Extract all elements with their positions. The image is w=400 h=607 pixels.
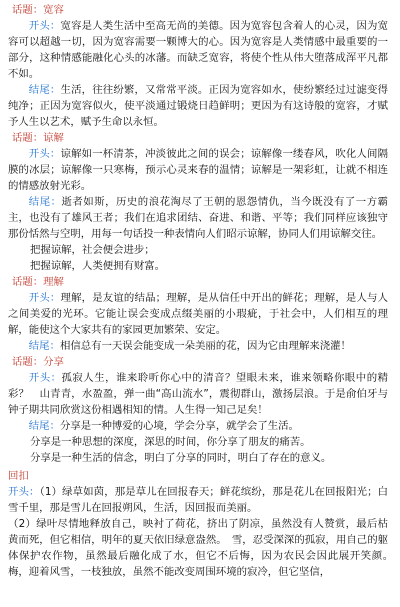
closing-line: 把握谅解，社会便会进步；	[30, 244, 155, 256]
paragraph	[8, 82, 388, 130]
label-kaitou: 开头：	[8, 486, 40, 498]
paragraph-text: 谅解如一杯清茶，冲淡彼此之间的误会；谅解像一缕春风，吹化人间隔膜的冰层；谅解像一只寒梅，预示心灵来春的温情；谅解是一架彩虹，让就不相连的情感放射光彩。	[8, 148, 389, 192]
paragraph	[8, 484, 388, 516]
topic-heading: 话题：理解	[12, 276, 64, 288]
paragraph	[8, 418, 388, 434]
paragraph-text: （1）绿草如茵，那是草儿在回报春天；鲜花缤纷，那是花儿在回报阳光；白雪千里，那是雪儿在回报朔风，生活，因回报而美丽。	[8, 486, 388, 514]
paragraph-text: 相信总有一天误会能变成一朵美丽的花，因为它由理解来浇灌！	[59, 340, 351, 352]
closing-line: 分享是一种生活的信念，明白了分享的同时，明白了存在的意义。	[30, 452, 332, 464]
label-jiewei: 结尾：	[28, 84, 61, 96]
paragraph	[8, 338, 388, 354]
topic-heading: 话题：分享	[12, 356, 64, 368]
paragraph-text: 理解，是友谊的结晶；理解，是从信任中开出的鲜花；理解，是人与人之间美爱的光环。它能让误会变成点缀美丽的小瑕疵，于社会中，人们相互的理解，能使这个大家共有的家园更加繁荣、安定。	[8, 292, 389, 336]
paragraph	[8, 516, 399, 580]
label-jiewei: 结尾：	[28, 420, 60, 432]
label-kaitou: 开头：	[28, 20, 61, 32]
paragraph	[8, 146, 388, 194]
paragraph-text: 分享是一种博爱的心境，学会分享，就学会了生活。	[59, 420, 299, 432]
topic-heading: 话题：宽容	[12, 4, 64, 16]
closing-line: 分享是一种思想的深度，深思的时间，你分享了朋友的痛苦。	[30, 436, 311, 448]
paragraph-text: 生活，往往纷繁，又常常平淡。正因为宽容如水，使纷繁经过过滤变得纯净；正因为宽容似火，使平淡通过锻烧日趋鲜明；更因为有这诗般的宽容，才赋予人生以艺术，赋予生命以永恒。	[8, 84, 389, 128]
closing-line: 把握谅解，人类便拥有财富。	[30, 260, 166, 272]
label-kaitou: 开头：	[28, 372, 62, 384]
label-jiewei: 结尾：	[28, 340, 60, 352]
paragraph	[8, 370, 388, 418]
label-kaitou: 开头：	[28, 148, 61, 160]
label-jiewei: 结尾：	[28, 196, 62, 208]
paragraph	[8, 18, 388, 82]
label-kaitou: 开头：	[28, 292, 61, 304]
paragraph-text: 孤寂人生，谁来聆听你心中的清音？望眼未来，谁来领略你眼中的精彩？ 山青青，水盈盈，弹一曲“高山流水”，震彻群山，激扬层浪。于是俞伯牙与钟子期共同欣赏这份相遇相知的情。人生得一知己足矣！	[8, 372, 388, 416]
section-title-huiying: 回扣	[8, 470, 29, 482]
paragraph-text: 宽容是人类生活中至高无尚的美德。因为宽容包含着人的心灵，因为宽容可以超越一切，因为宽容需要一颗博大的心。因为宽容是人类情感中最重要的一部分，这种情感能融化心头的冰藩。而缺乏宽容，将使个性从伟大堕落成浑平凡都不如。	[8, 20, 389, 80]
paragraph	[8, 194, 388, 242]
paragraph	[8, 290, 388, 338]
topic-heading: 话题：谅解	[12, 132, 64, 144]
paragraph-text: （2）绿叶尽情地释放自己，映衬了荷花，挤出了阴凉，虽然没有人赞赏，最后枯黄而死，但它相信，明年的夏天依旧绿意盎然。 雪，忍受深深的孤寂，用自己的躯体保护农作物，虽然最后融化成了水，但它不后悔，因为农民会因此展开笑颜。 梅，迎着风雪，一枝独放，虽然不能改变周围环境的寂冷，但它坚信，	[8, 518, 399, 578]
paragraph-text: 逝者如斯，历史的浪花淘尽了王朝的恩怨情仇，当今既没有了一方霸主，也没有了雄风王者；我们在追求团结、奋进、和谐、平等；我们同样应该独守那份恬然与空明，用每一句话投一种表情向人们昭示谅解，协同人们用谅解交往。	[8, 196, 388, 240]
